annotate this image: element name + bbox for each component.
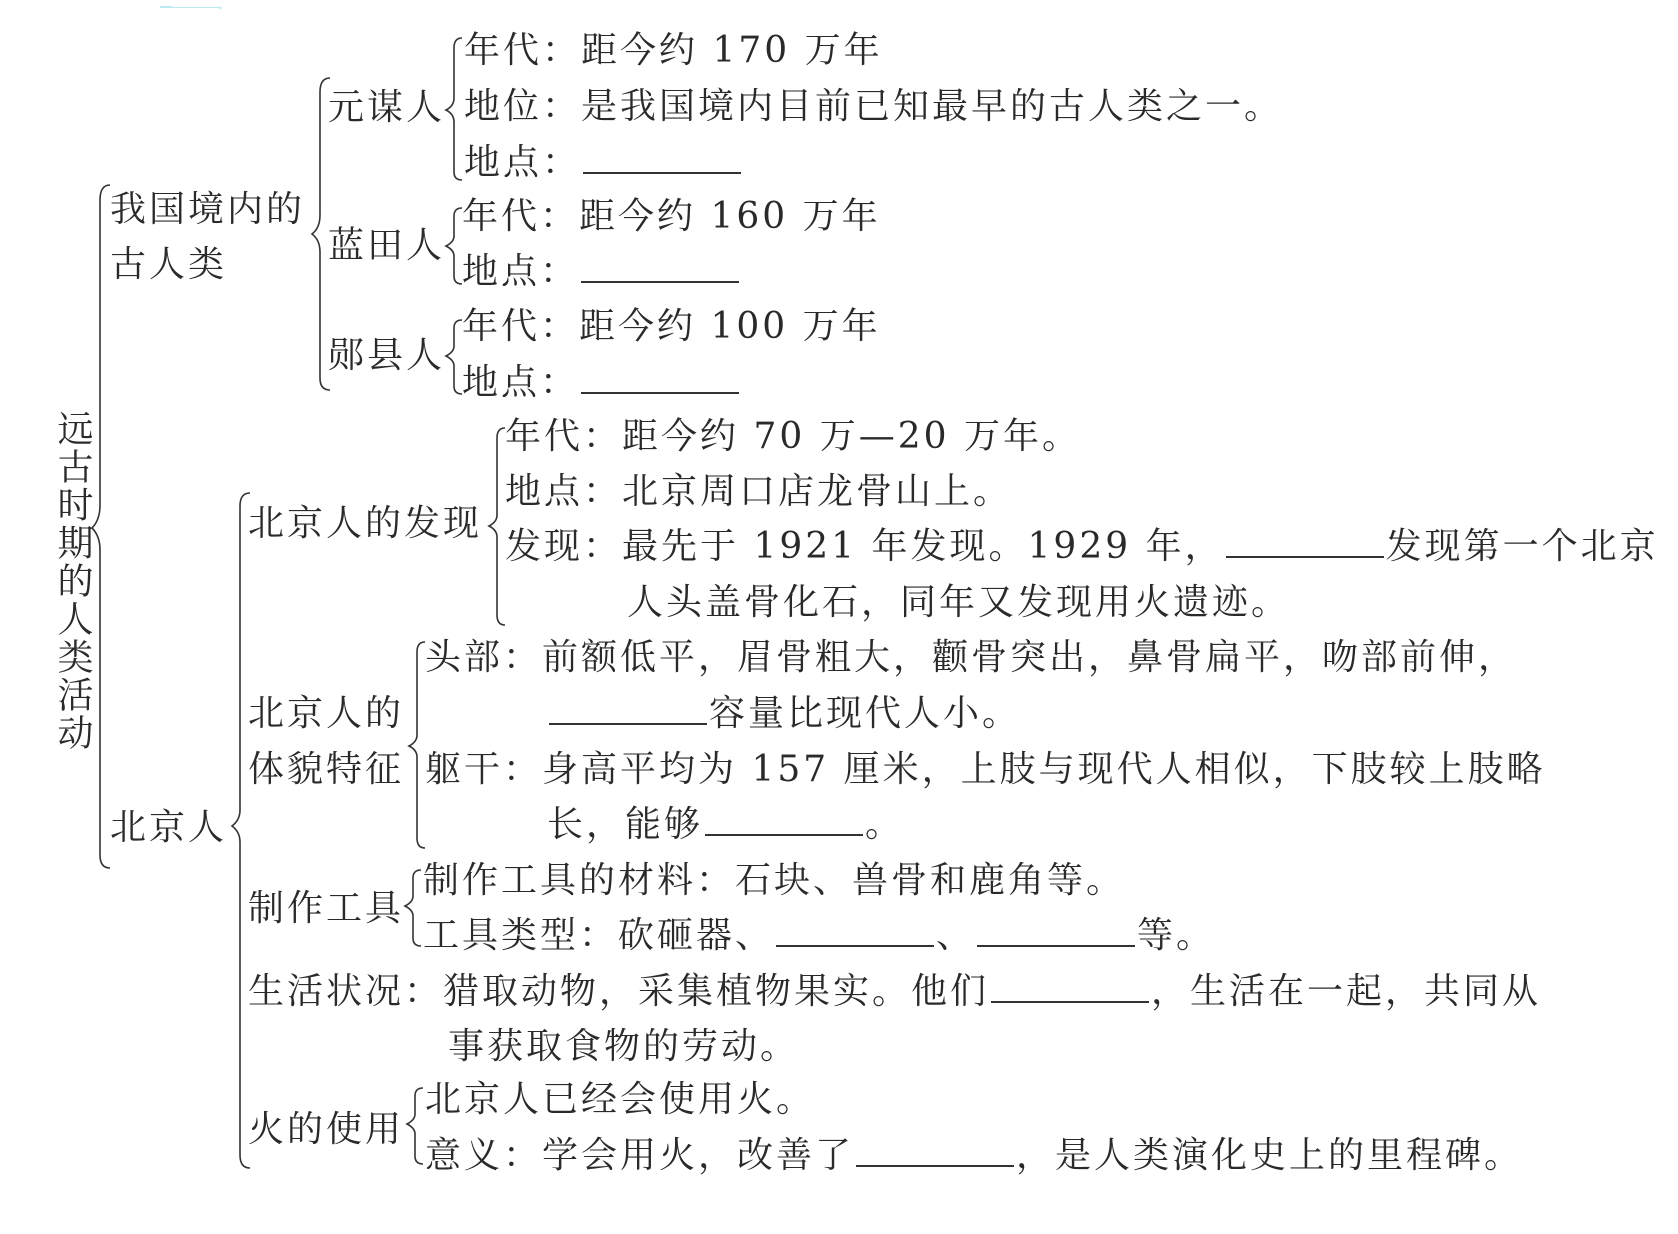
- yunxian-era: 年代：距今约 100 万年: [462, 306, 881, 347]
- body-title-1: 北京人的: [248, 693, 405, 734]
- lantian-bracket: [446, 208, 462, 284]
- tools-bracket: [405, 870, 421, 946]
- lantian-era: 年代：距今约 160 万年: [462, 196, 881, 237]
- fire-bracket: [407, 1088, 423, 1164]
- peking-bracket: [232, 493, 250, 1168]
- tools-title: 制作工具: [248, 888, 405, 929]
- yuanmou-bracket: [446, 38, 462, 180]
- discovery-place: 地点：北京周口店龙骨山上。: [505, 471, 1013, 512]
- tools-types: 工具类型：砍砸器、 、 等。: [423, 915, 1216, 956]
- body-bracket: [409, 642, 425, 848]
- fire-title: 火的使用: [248, 1109, 405, 1150]
- yuanmou-name: 元谋人: [328, 87, 446, 128]
- blank-field[interactable]: [583, 142, 741, 174]
- discovery-bracket: [489, 428, 505, 625]
- discovery-find: 发现：最先于 1921 年发现。1929 年， 发现第一个北京: [505, 526, 1659, 567]
- body-trunk-cont: 长，能够 。: [547, 804, 905, 845]
- blank-field[interactable]: [581, 362, 739, 394]
- tools-material: 制作工具的材料：石块、兽骨和鹿角等。: [423, 860, 1126, 901]
- yuanmou-era: 年代：距今约 170 万年: [464, 30, 883, 71]
- branch-china-label: 我国境内的: [110, 189, 306, 230]
- discovery-title: 北京人的发现: [248, 503, 483, 544]
- yuanmou-place: 地点：: [464, 141, 743, 185]
- blank-field[interactable]: [776, 915, 934, 947]
- body-head: 头部：前额低平，眉骨粗大，颧骨突出，鼻骨扁平，吻部前伸，: [425, 637, 1518, 678]
- discovery-era: 年代：距今约 70 万—20 万年。: [505, 416, 1081, 457]
- fire-line1: 北京人已经会使用火。: [425, 1079, 816, 1120]
- yunxian-bracket: [446, 320, 462, 394]
- branch-china-label-2: 古人类: [110, 244, 228, 285]
- body-trunk: 躯干：身高平均为 157 厘米，上肢与现代人相似，下肢较上肢略: [425, 749, 1546, 790]
- fire-line2: 意义：学会用火，改善了 ，是人类演化史上的里程碑。: [425, 1135, 1524, 1176]
- body-head-cont: 容量比现代人小。: [547, 692, 1021, 736]
- lantian-name: 蓝田人: [328, 225, 446, 266]
- yuanmou-status: 地位：是我国境内目前已知最早的古人类之一。: [464, 86, 1284, 127]
- blank-field[interactable]: [977, 915, 1135, 947]
- blank-field[interactable]: [856, 1135, 1014, 1167]
- blank-field[interactable]: [705, 804, 863, 836]
- blank-field[interactable]: [549, 693, 707, 725]
- yunxian-name: 郧县人: [328, 335, 446, 376]
- yunxian-place: 地点：: [462, 361, 741, 405]
- blank-field[interactable]: [1226, 526, 1384, 558]
- lantian-place: 地点：: [462, 250, 741, 294]
- header-decoration: [66, 6, 316, 9]
- life-line-cont: 事获取食物的劳动。: [448, 1026, 800, 1067]
- blank-field[interactable]: [991, 971, 1149, 1003]
- page-title: 远古时期的人类活动: [52, 410, 93, 752]
- main-bracket: [92, 185, 110, 868]
- discovery-find-cont: 人头盖骨化石，同年又发现用火遗迹。: [627, 582, 1291, 623]
- peking-name: 北京人: [110, 807, 228, 848]
- blank-field[interactable]: [581, 251, 739, 283]
- life-line: 生活状况：猎取动物，采集植物果实。他们 ，生活在一起，共同从: [248, 971, 1542, 1012]
- body-title-2: 体貌特征: [248, 749, 405, 790]
